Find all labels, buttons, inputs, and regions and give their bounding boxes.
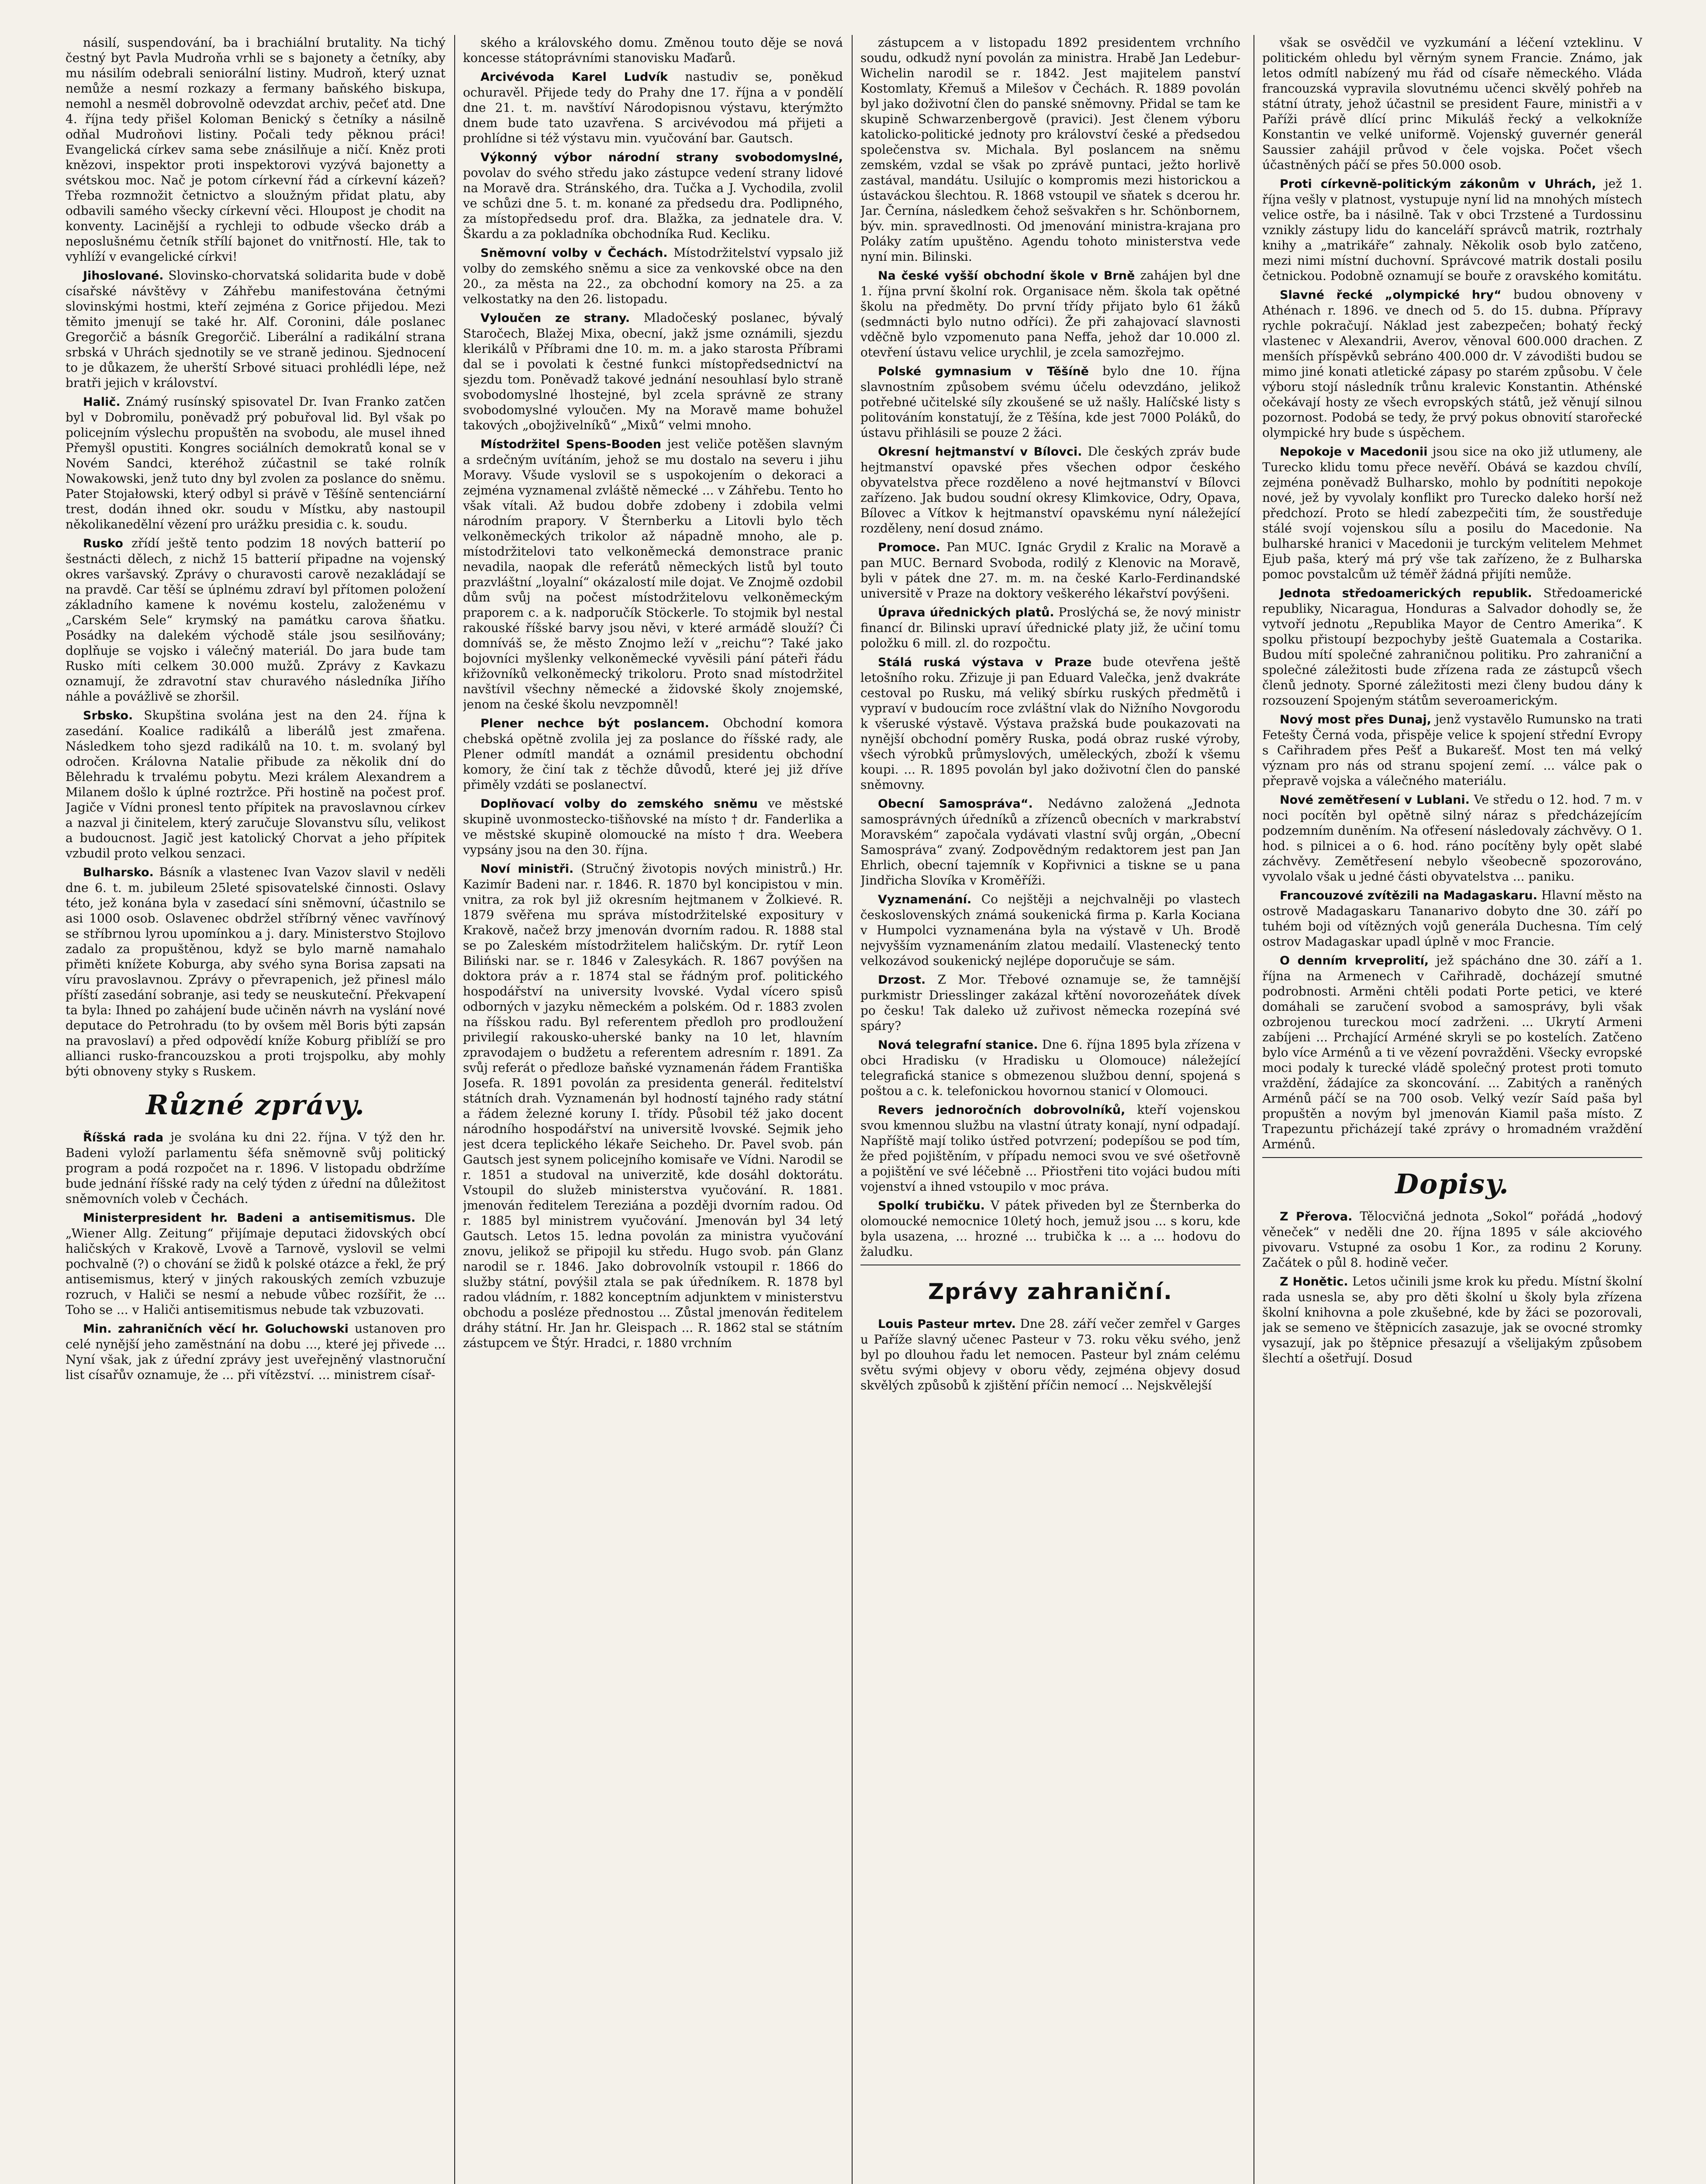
article-text: jenž vystavělo Rumunsko na trati Fetešty Černá voda, přispěje velice k spojení střední Evropy s Cařihradem přes Pešť a Bukarešť. Most ten má velký význam pro nás od stranu spojení zemí. ... válce pak o přepravě vojska a válečného materiálu. [1262,712,1642,788]
article-text: ve městské skupině uvonmostecko-tišňovské na místo † dr. Fanderlika a ve městské skupině olomoucké na místo † dra. Weebera vypsány jsou na den 30. října. [463,796,843,857]
article-paragraph [66,394,445,532]
article-paragraph [66,1130,445,1206]
article-text: zástupcem a v listopadu 1892 presidentem vrchního soudu, odkudž nyní povolán za ministra. Hrabě Jan Ledebur-Wichelin narodil se r. 1842. Jest majitelem panství Kostomlaty, Křemuš a Milešov v Čechách. R. 1889 povolán byl jako doživotní člen do panské sněmovny. Přidal se tam ke skupině Schwarzenbergově (pravici). Jest členem výboru katolicko-politické jednoty pro království české a předsedou společenstva sv. Michala. Byl poslancem na sněmu zemském, vzdal se však po zprávě puntaci, ježto horlivě zastával, mandátu. Usilujíc o kompromis mezi historickou a ústaváckou šlechtou. R. 1868 vstoupil ve sňatek s dcerou hr. Jar. Černína, následkem čehož sešvakřen s hr. Schönbornem, býv. min. spravedlnosti. Od jmenování ministra-krajana pro Poláky zatím upuštěno. Agendu tohoto ministerstva vede nyní min. Bilinski. [860,35,1240,264]
column-1 [66,35,445,2184]
article-lead: Polské gymnasium v Těšíně [878,365,1089,378]
article-paragraph [860,892,1240,968]
article-text: ustanoven pro celé nynější jeho zaměstnání na dobu ..., které jej přivede ... Nyní však, jak z úřední zprávy jest uveřejněný vlastnoruční list císařův oznamuje, že ... při vítězství. ... ministrem císař- [66,1321,445,1382]
article-paragraph [860,539,1240,601]
article-text: Co nejštěji a nejchvalněji po vlastech československých známá soukenická firma p. Karla Kociana v Humpolci vyznamenána byla na výstavě v Uh. Brodě nejvyšším vyznamenáním zlatou medailí. Vlastenecký tento velkozávod soukenický nejlépe doporučuje se sám. [860,892,1240,968]
article-lead: Vyloučen ze strany. [480,311,630,325]
article-text: Mladočeský poslanec, bývalý Staročech, Blažej Mixa, obecní, jakž jsme oznámili, sjezdu klerikálů v Příbrami dne 10. m. m. a jako starosta Příbrami dal se i povolati k čestné funkci místopředsednictví na sjezdu tom. Poněvadž takové jednání nesouhlasí bylo straně svobodomyslné lhostejné, byl zcela správně ze strany svobodomyslné vyloučen. My na Moravě mame bohužel takových „obojživelníků“ „Mixů“ velmi mnoho. [463,311,843,432]
article-paragraph [66,35,445,264]
column-rule [454,35,455,2184]
article-text: nastudiv se, poněkud ochuravěl. Přijede tedy do Prahy dne 17. října a v pondělí dne 21. t. m. navštíví Národopisnou výstavu, kterýmžto dnem bude tato uzavřena. S arcivévodou má přijeti a prohlídne si též výstavu min. vyučování bar. Gautsch. [463,69,843,145]
column-4-articles [1262,35,1642,1152]
article-paragraph [463,35,843,66]
section-heading-text: Dopisy. [1395,1168,1509,1200]
dopisy-articles [1262,1209,1642,1366]
article-text: zřídí ještě tento podzim 18 nových batterií po šestnácti dělech, z nichž 15 batterií připadne na vojenský okres varšavský. Zprávy o churavosti carově nezakládají se na pravdě. Car těší se úplnému zdraví byl přítomen položení základního kamene k novému kostelu, založenému v „Carském Sele“ krymský na památku carova šňatku. Posádky na dalekém východě stále jsou sesilňovány; doplňuje se vojsko i válečný materiál. Do jara bude tam Rusko míti celkem 30.000 mužů. Zprávy z Kavkazu oznamují, že zdravotní stav churavého následníka Jiřího náhle a povážlivě se zhoršil. [66,536,445,704]
article-lead: Jihoslované. [83,269,164,283]
article-paragraph [463,796,843,857]
article-paragraph [1262,1274,1642,1366]
article-text: bude otevřena ještě letošního roku. Zřizuje ji pan Eduard Valečka, jenž dvakráte cestoval po Rusku, má veliký sbírku ruských předmětů i vypraví v budoucím roce zvláštní vlak do Nižního Novgorodu k všeruské výstavě. Výstava pražská bude poukazovati na nynější obchodní poměry Ruska, podá obraz ruské výroby, všech výrobků průmyslových, uměleckých, zboží k všemu koupi. ... R. 1895 povolán byl jako doživotní člen do panské sněmovny. [860,655,1240,792]
article-text: zahájen byl dne 1. října první školní rok. Organisace něm. škola tak opětné školu na předměty. Do první třídy přijato bylo 61 žáků (sedmnácti bylo nutno odříci). Že při zahajovací slavnosti vděčně bylo vzpomenuto pana Neffa, jehož dar 10.000 zl. otevření ústavu velice urychlil, je zcela samozřejmo. [860,268,1240,359]
section-divider [1262,1157,1642,1158]
article-lead: Z Přerova. [1280,1210,1353,1223]
article-lead: Slavné řecké „olympické hry“ [1280,288,1502,302]
article-lead: Místodržitel Spens-Booden [480,438,662,451]
article-text: Letos učinili jsme krok ku předu. Místní školní rada usnesla se, aby pro děti školní u školy byla zřízena školní knihovna a pole zkušebné, kde by žáci se pozorovali, jak se semeno ve štěpnicích zasazuje, jak se ovocné stromky vysazují, jak po štěpnice přesazují a všelijakým způsobem šlechtí a ošetřují. Dosud [1262,1274,1642,1365]
article-text: Proslýchá se, že nový ministr financí dr. Bilinski upraví úřednické platy již, že učiní tomu položku 6 mill. zl. do rozpočtu. [860,605,1240,650]
article-text: Ve středu o 12. hod. 7 m. v noci pocítěn byl opětně silný náraz s předcházejícím podzemním duněním. Na oťřesení následovaly záchvěvy. O 1. hod. s pilnicei a o 6. hod. ráno pocítěny byly opět slabé záchvěvy. Zemětřesení nebylo všeobecně spozorováno, vyvolalo však u jedné části obyvatelstva ... paniku. [1262,792,1642,884]
article-paragraph [860,605,1240,651]
article-text: jest veliče potěšen slavným a srdečným uvítáním, jehož se mu dostalo na severu i jihu Moravy. Všude vyslovil se s uspokojením o dekoraci a zejména vyznamenal zvláště německé ... v Záhřebu. Tento ho však vítali. Až budou dobře zdobeny i zdobila velmi národním prapory. V Šternberku a Litovli bylo těch velkoněmeckých trikolor až nápadně mnoho, ale p. místodržitelovi tato velkoněmecká demonstrace pranic nevadila, naopak dle referátů německých listů byl touto prazvláštní „loyalní“ okázalostí mile dojat. Ve Znojmě ozdobil dům svůj na počest místodržitelovu velkoněmeckým praporem c. a k. nadporučík Stöckerle. To stojmik byl nestal rakouské říšské barvy jsou něvi, v které armádě slouží? Či domníváš se, že město Znojmo leží v „reichu“? Také jako bojovníci myšlenky velkoněmecké vyvěsili pání páteři řádu křižovníků velkoněmecký trikoloru. Proto snad místodržitel navštívil všechny německé a židovské školy znojemské, jenom na české školu nevzpomněl! [463,437,843,712]
article-text: Nedávno založená „Jednota samosprávných úředníků a zřízenců obecních v markrabství Moravském“ započala vydávati vlastní svůj orgán, „Obecní Samospráva“ zvaný. Zodpovědným redaktorem jest pan Jan Ehrlich, obecní tajemník v Kopřivnici a tiskne se u pana Jindřicha Slovíka v Kroměříži. [860,796,1240,888]
article-lead: Bulharsko. [83,866,154,879]
article-lead: Nový most přes Dunaj, [1280,713,1432,726]
article-lead: O denním krveprolití, [1280,954,1429,968]
article-lead: Louis Pasteur mrtev. [878,1317,1016,1331]
zpravy-zahranicni-articles [860,1316,1240,1393]
article-paragraph [1262,585,1642,708]
article-paragraph [463,149,843,242]
article-text: V pátek přiveden byl ze Šternberka do olomoucké nemocnice 10letý hoch, jemuž jsou ... s koru, kde byla usazena, ... hrozné ... trubička k ... a ... hodovu do žaludku. [860,1198,1240,1259]
article-text: bylo dne 10. října slavnostním způsobem svému účelu odevzdáno, jelikož potřebné učitelské síly zkoušené se už našly. Halíčské listy s politováním konstatují, že z Těšína, kde jest 7000 Poláků, do ústavu přihlásili se pouze 2 žáci. [860,364,1240,440]
column-3-articles [860,35,1240,1259]
article-lead: Jednota středoamerických republik. [1280,587,1532,600]
article-lead: Rusko [83,537,123,550]
article-paragraph [1262,712,1642,788]
article-paragraph [860,972,1240,1033]
article-lead: Noví ministři. [480,862,574,876]
article-lead: Arcivévoda Karel Ludvík [480,70,668,84]
section-heading-zpravy-zahranicni [860,1276,1240,1307]
article-paragraph [860,444,1240,536]
article-lead: Proti církevně-politickým zákonům v Uhrách, [1280,177,1596,191]
section-heading-dopisy [1262,1168,1642,1200]
article-paragraph [463,861,843,1351]
article-paragraph [1262,176,1642,283]
article-lead: Výkonný výbor národní strany svobodomyslné, [480,151,843,164]
article-paragraph [860,1198,1240,1259]
article-lead: Francouzové zvítězili na Madagaskaru. [1280,889,1537,902]
article-text: Dle „Wiener Allg. Zeitung“ přijímaje deputaci židovských obcí haličských v Krakově, Lvově a Tarnově, vyslovil se velmi pochvalně (?) o chování se židů k polské otázce a řekl, že prý antisemismus, který v jiných rakouských zemích vzbuzuje rozruch, v Haliči se nesmí a nebude vůbec rozšířit, že ... Toho se ... v Haliči antisemitismus nebude tak vzbuzovati. [66,1210,445,1317]
article-lead: Sněmovní volby v Čechách. [480,246,668,260]
article-lead: Obecní Samospráva“. [878,797,1033,811]
article-paragraph [463,69,843,146]
article-paragraph [860,268,1240,360]
article-lead: Úprava úřednických platů. [878,606,1054,619]
article-text: Dle českých zpráv bude hejtmanství opavské přes všechen odpor českého obyvatelstva přece rozděleno a nové hejtmanství v Bílovci zařízeno. Jak budou soudní okresy Klimkovice, Odry, Opava, Bílovec a Vítkov k hejtmanství opavskému nyní náležející rozděleny, není dosud známo. [860,444,1240,536]
column-rule [852,35,853,2184]
column-2 [463,35,843,2184]
article-text: ského a královského domu. Změnou touto děje se nová koncesse státoprávními stanovisku Maďarů. [463,35,843,65]
article-text: jež 1. října vešly v platnost, vystupuje nyní lid na mnohých místech velice ostře, ba i násilně. Tak v obci Trzstené a Turdossinu vznikly zástupy lidu do kanceláří správců matrik, roztrhaly knihy a „matrikáře“ zahnaly. Několik osob bylo zatčeno, mezi nimi místní duchovní. Správcové matrik dostali posilu četnickou. Podobně oznamují se bouře z oravského komitátu. [1262,176,1642,283]
article-lead: Doplňovací volby do zemského sněmu [480,797,758,811]
article-paragraph [1262,444,1642,582]
article-text: Dne 28. září večer zemřel v Garges u Paříže slavný učenec Pasteur v 73. roku věku svého, jenž byl po dlouhou řadu let nemocen. Pasteur byl znám celému světu svými objevy v oboru vědy, zejména objevy dosud skvělých způsobů k zjištění příčin nemocí ... Nejskvělejší [860,1317,1240,1393]
article-text: však se osvědčil ve vyzkumání a léčení vzteklinu. V politickém ohledu byl věrným synem Francie. Známo, jak letos odmítl nabízený mu řád od císaře německého. Vláda francouzská vypravila slovutnému učenci skvělý pohřeb na státní útraty, jehož účastnil se president Faure, ministři a v Paříži právě dlící princ Mikuláš řecký a velkokníže Konstantin ve velké uniformě. Vojenský guvernér generál Saussier zahájil průvod v čele vojska. Počet všech účastněných páčí se přes 50.000 osob. [1262,35,1642,172]
article-text: je svolána ku dni 22. října. V týž den hr. Badeni vyloží parlamentu šéfa sněmovně svůj politický program a podá rozpočet na r. 1896. V listopadu obdržíme bude jednání říšské rady na celý týden z úřední na důležitost sněmovních voleb v Čechách. [66,1130,445,1206]
article-text: Místodržitelství vypsalo již volby do zemského sněmu a sice za venkovské obce na den 20., za města na 22., za obchodní komory na 25. a za velkostatky na den 26. listopadu. [463,245,843,306]
article-lead: Na české vyšší obchodní škole v Brně [878,269,1135,283]
section-heading-text: Různé zprávy. [146,1089,365,1121]
article-lead: Revers jednoročních dobrovolníků, [878,1103,1126,1117]
article-paragraph [860,1316,1240,1393]
article-text: povolav do svého středu jako zástupce vedení strany lidové na Moravě dra. Stránského, dra. Tučka a J. Vychodila, zvolil ve schůzi dne 5. t. m. konané za předsedu dra. Podlipného, za místopředsedu prof. dra. Blažka, za jednatele dra. V. Škardu a za pokladníka obchodníka Rud. Kecliku. [463,166,843,241]
article-paragraph [463,245,843,307]
article-paragraph [860,654,1240,792]
ruzne-zpravy-articles [66,1130,445,1382]
article-text: jsou sice na oko již utlumeny, ale Turecko klidu tomu přece nevěří. Obává se kazdou chvílí, zejména poněvadž Bulharsko, mohlo by podnítiti nepokoje nové, jež by vyvolaly konflikt pro Turecko daleko horší než předchozí. Proto se hledí zabezpečiti tím, že soustředuje stálé svojí vojenskou sílu a posilu do Macedonie. Na bulharské hranici v Macedonii je turckým velitelem Mehmet Ejub paša, který má prý vše tak zařízeno, že z Bulharska pomoc povstalcům už téměř žádná přijíti nemůže. [1262,444,1642,581]
article-text: násilí, suspendování, ba i brachiální brutality. Na tichý čestný byt Pavla Mudroňa vrhli se s bajonety a četníky, aby mu násilím odebrali seniorální listiny. Mudroň, který uznat nemůže a nesmí rozkazy a fermany baňského biskupa, nemohl a nesměl dobrovolně odevzdat archiv, pečeť atd. Dne 4. října tedy přišel Koloman Benický s četníky a násilně odňal Mudroňovi listiny. Počali tedy pěknou práci! Evangelická církev sama sebe znásilňuje a ničí. Kněz proti knězovi, inspektor proti inspektorovi vyzývá bajonetty a svétskou moc. Nač je potom církevní řád a církevní kázeň? Třeba rozmnožit četnictvo a sloužným přidat platu, aby odbavili samého všecky církevní věci. Hloupost je chodit na konventy. Lacinější a rychleji to odbude všecko dráb a neposlušnému četník střílí bajonet do vnitřností. Hle, tak to vyhlíží v evangelické církvi! [66,35,445,264]
article-paragraph [1262,287,1642,440]
article-text: Obchodní komora chebská opětně zvolila jej za poslance do říšské rady, ale Plener odmítl mandát a oznámil presidentu obchodní komory, že činí tak z těchže důvodů, které jej již dříve přiměly vzdáti se poslanectví. [463,716,843,792]
article-paragraph [463,715,843,792]
article-text: Básník a vlastenec Ivan Vazov slavil v neděli dne 6. t. m. jubileum 25leté spisovatelské činnosti. Oslavy této, jež konána byla v zasedací síni sněmovní, účastnilo se asi 1000 osob. Oslavenec obdržel stříbrný věnec vavřínový se stříbrnou lyrou upomínkou a j. dary. Ministerstvo Stojlovo zadalo za propuštěnou, když se bylo marně namahalo přiměti knížete Koburga, aby svého syna Borisa zapsati na víru pravoslavnou. Zprávy o převrapenich, jež přinesl málo příští zasedání sobranje, asi tedy se neuskuteční. Překvapení ta byla: Ihned po zahájení bude učiněn návrh na vyslání nové deputace do Petrohradu (to by ovšem měl Boris býti zapsán na pravoslaví) a před odpovědí kníže Koburg přiblíží se pro allianci rusko-francouzskou a proti trojspolku, aby mohly býti obnoveny styky s Ruskem. [66,865,445,1078]
article-lead: Plener nechce být poslancem. [480,717,709,730]
article-paragraph [1262,792,1642,884]
article-lead: Z Honětic. [1280,1275,1348,1289]
article-lead: Nové zemětřesení v Lublani. [1280,793,1470,807]
article-paragraph [66,864,445,1079]
column-1-articles [66,35,445,1079]
article-paragraph [860,1102,1240,1194]
article-text: Slovinsko-chorvatská solidarita bude v době císařské návštěvy v Záhřebu manifestována četnými slovinskými hostmi, kteří zejména z Gorice přijedou. Mezi těmito jmenují se také hr. Alf. Coronini, dále poslanec Gregorčič a básník Gregorčič. Liberální a radikální strana srbská v Uhrách sjednotily se ve straně jedinou. Sjednocení to je důkazem, že uherští Srbové situaci prohlédli lépe, než bratři jejich v království. [66,268,445,390]
article-paragraph [66,1210,445,1317]
article-text: Tělocvičná jednota „Sokol“ pořádá „hodový věneček“ v neděli dne 20. října 1895 v sále akciového pivovaru. Vstupné za osobu 1 Kor., za rodinu 2 Koruny. Začátek o půl 8. hodině večer. [1262,1209,1642,1270]
article-lead: Vyznamenání. [878,893,972,906]
article-paragraph [1262,888,1642,949]
article-text: kteří vojenskou svou kmennou službu na vlastní útraty konají, nyní odpadají. Napříště mají toliko ústřed potvrzení; podepíšou se pod tím, že před pojištěním, v případu nemoci svou ve své ošetřovně a pojištění ve své léčebně ... Přiostřeni tito vojáci budou míti vojenství a ihned vstoupilo v moc práva. [860,1102,1240,1194]
article-text: jež spácháno dne 30. září a 1. října na Armenech v Cařihradě, docházejí smutné podrobnosti. Arměni chtěli podati Porte petici, ve které domáhali se zaručení svobod a samosprávy, byli však ozbrojenou tureckou mocí zadrženi. ... Ukrytí Armeni zabíjeni ... Prchající Arméné skryli se po kostelích. Zatčeno bylo více Arménů a ti ve vězení povražděni. Všecky evropské moci podaly k turecké vládě společný protest proti tomuto vraždění, žádajíce za skoncování. ... Zabitých a raněných Arménů páčí se na 700 osob. Velký vezír Saíd paša byl propuštěn a novým byl jmenován Kiamil paša místo. Z Trapezuntu přicházejí také zprávy o hromadném vraždění Arménů. [1262,953,1642,1151]
article-text: budou obnoveny v Athénach r. 1896. ve dnech od 5. do 15. dubna. Přípravy rychle pokračují. Náklad jest zabezpečen; bohatý řecký vlastenec v Alexandrii, Averov, věnoval 600.000 drachen. Z menších příspěvků sebráno 400.000 dr. V závodišti budou se mimo jiné konati atletické zápasy po starém způsobu. V čele výboru stojí následník trůnu kralevic Konstantin. Athénské očekávají hosty ze všech evropských států, jež věnují silnou pozornost. Podobá se tedy, že prvý pokus obnovití starořecké olympické hry bude s úspěchem. [1262,287,1642,440]
column-2-articles [463,35,843,1351]
section-heading-text: Zprávy zahraniční. [928,1279,1173,1304]
article-text: Dne 6. října 1895 byla zřízena v obci Hradisku (v Hradisku u Olomouce) náležející telegrafická stanice s obmezenou službou denní, spojená s poštou a c. k. telefonickou hovornou stanicí v Olomouci. [860,1037,1240,1098]
article-text: Z Mor. Třebové oznamuje se, že tamnější purkmistr Driesslinger zakázal křtění novorozeňátek dívek po česku! Tak daleko už zuřivost německa rozepíná své spáry? [860,972,1240,1033]
article-paragraph [66,268,445,390]
article-text: Pan MUC. Ignác Grydil z Kralic na Moravě a pan MUC. Bernard Svoboda, rodilý z Klenovic na Moravě, byli v pátek dne 27. m. m. na české Karlo-Ferdinandské universitě v Praze na doktory veškerého lékařství povýšeni. [860,540,1240,601]
article-text: Známý rusínský spisovatel Dr. Ivan Franko zatčen byl v Dobromilu, poněvadž prý pobuřoval lid. Byl však po policejním výslechu propuštěn na svobodu, ale musel ihned Přemyšl opustiti. Kongres sociálních demokratů konal se v Novém Sandci, kteréhož zúčastnil se také rolník Nowakowski, jenž tuto dny byl zvolen za poslance do sněmu. Pater Stojałowski, který odbyl si právě v Těšíně sentenciární trest, dodán ihned okr. soudu v Místku, aby nastoupil několikanedělní vězení pro urážku presidia c. k. soudu. [66,394,445,532]
article-paragraph [463,310,843,433]
column-4 [1262,35,1642,2184]
article-text: Středoamerické republiky, Nicaragua, Honduras a Salvador dohodly se, že vytvoří jednotu „Republika Mayor de Centro Amerika“. K spolku přistoupí bezpochyby ještě Guatemala a Costarika. Budou mítí společné zahraničnou politiku. Pro zahraniční a společné záležitosti bude zřízena rada ze zástupců všech členů jednoty. Sporné záležitosti mezi členy budou dány k rozsouzení Spojeným státům severoamerickým. [1262,586,1642,708]
article-text: Hlavní město na ostrově Madagaskaru Tananarivo dobyto dne 30. září po tuhém boji od vítězných vojů generála Duchesna. Tím celý ostrov Madagaskar upadl úplně v moc Francie. [1262,888,1642,949]
article-paragraph [860,796,1240,888]
article-lead: Nepokoje v Macedonii [1280,445,1428,459]
article-lead: Srbsko. [83,709,133,722]
article-paragraph [860,35,1240,264]
article-lead: Říšská rada [83,1131,164,1144]
article-paragraph [66,1321,445,1382]
article-lead: Min. zahraničních věcí hr. Goluchowski [83,1322,349,1336]
article-paragraph [860,1037,1240,1099]
article-lead: Halič. [83,395,121,409]
article-lead: Okresní hejtmanství v Bílovci. [878,445,1082,459]
article-paragraph [1262,1209,1642,1270]
article-paragraph [1262,953,1642,1152]
article-paragraph [66,708,445,861]
article-lead: Drzost. [878,973,926,987]
article-paragraph [463,436,843,712]
newspaper-page [66,35,1642,2184]
article-paragraph [860,363,1240,440]
article-paragraph [1262,35,1642,173]
section-heading-ruzne-zpravy [66,1089,445,1121]
article-lead: Promoce. [878,541,940,554]
article-text: Skupština svolána jest na den 24. října k zasedání. Koalice radikálů a liberálů jest zmařena. Následkem toho sjezd radikálů na 10. t. m. svolaný byl odročen. Královna Natalie přibude za několik dní do Bělehradu k trvalému pobytu. Mezi králem Alexandrem a Milanem došlo k úplné roztržce. Při hostině na počest prof. Jagiče v Vídni pronesl tento přípitek na pravoslavnou církev a nazval ji činitelem, který zaručuje Slovanstvu sílu, velikost a budoucnost. Jagič jest katolický Chorvat a jeho přípitek vzbudil proto velkou senzaci. [66,708,445,860]
article-text: (Stručný životopis nových ministrů.) Hr. Kazimír Badeni nar. r. 1846. R. 1870 byl koncipistou v min. vnitra, za rok byl již okresním hejtmanem v Žolkievé. R. 1879 svěřena mu správa místodržitelské expositury v Krakově, načež brzy jmenován dvorním radou. R. 1888 stal se po Zaleském místodržitelem haličským. Dr. rytíř Leon Biliński nar. se r. 1846 v Zalesykách. R. 1867 povýšen na doktora práv a r. 1874 stal se řádným prof. politického hospodářství na university lvovské. Vydal vícero spisů odborných v jazyku německém a polském. Od r. 1883 zvolen na říšskou radu. Byl referentem předloh pro prodloužení privilegií rakousko-uherské banky na 10 let, hlavním zpravodajem o budžetu a referentem adresním r. 1891. Za svůj referát o předloze baňské vyznamenán řádem Františka Josefa. R. 1891 povolán za presidenta generál. ředitelství státních drah. Vyznamenán byl hodností tajného rady státní a řádem železné koruny I. třídy. Působil též jako docent národního hospodářství na universitě lvovské. Sejmik jeho jest dcera teplického lékaře Seicheho. Dr. Pavel svob. pán Gautsch jest synem policejního komisaře ve Vídni. Narodil se r. 1851 a studoval na univerzitě, kde dosáhl doktorátu. Vstoupil do služeb ministerstva vyučování. R. 1881. jmenován ředitelem Tereziána a později dvorním radou. Od r. 1885 byl ministrem vyučování. Jmenován byl 34 letý Gautsch. Letos 15. ledna povolán za ministra vyučování znovu, jelikož se připojil ku středu. Hugo svob. pán Glanz narodil se r. 1846. Jako dobrovolník vstoupil r. 1866 do služby státní, povýšil ztala se pak úředníkem. R. 1878 byl radou vládním, r. 1882 konceptním adjunktem v ministerstvu obchodu a posléze přednostou ... Zůstal jmenován ředitelem dráhy státní. Hr. Jan hr. Gleispach ... R. 1862 stal se státním zástupcem ve Štýr. Hradci, r. 1880 vrchním [463,861,843,1350]
article-lead: Spolkí trubičku. [878,1199,985,1213]
article-lead: Nová telegrafní stanice. [878,1038,1038,1052]
article-lead: Stálá ruská výstava v Praze [878,656,1092,669]
article-lead: Ministerpresident hr. Badeni a antisemitismus. [83,1211,416,1225]
article-paragraph [66,536,445,704]
column-3 [860,35,1240,2184]
